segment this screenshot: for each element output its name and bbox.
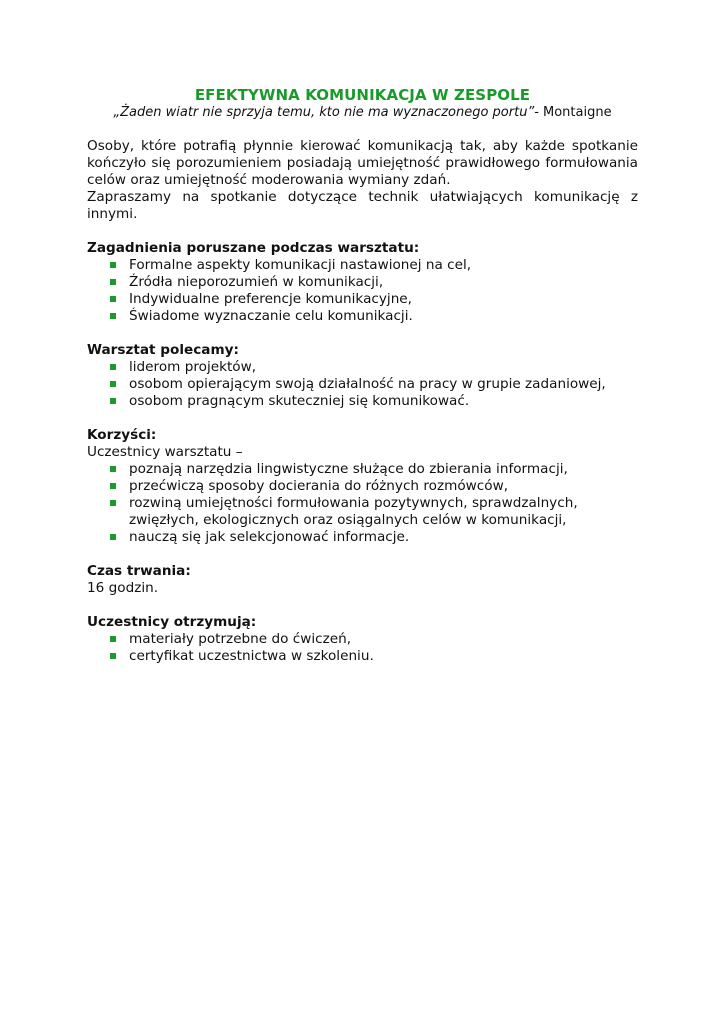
topics-list	[87, 257, 638, 325]
benefits-heading: Korzyści:	[87, 427, 157, 443]
recommended-section	[87, 342, 638, 410]
square-bullet-icon	[110, 398, 116, 404]
recommended-heading: Warsztat polecamy:	[87, 342, 239, 358]
list-item-text: osobom pragnącym skuteczniej się komunikować.	[129, 393, 470, 409]
square-bullet-icon	[110, 653, 116, 659]
list-item-text: rozwiną umiejętności formułowania pozytywnych, sprawdzalnych, zwięzłych, ekologicznych oraz osiągalnych celów w komunikacji,	[129, 495, 578, 528]
list-item	[87, 291, 638, 308]
participants-receive-section	[87, 614, 638, 665]
list-item	[87, 393, 638, 410]
benefits-list	[87, 461, 638, 546]
list-item-text: Świadome wyznaczanie celu komunikacji.	[129, 308, 413, 324]
list-item-text: przećwiczą sposoby docierania do różnych rozmówców,	[129, 478, 509, 494]
square-bullet-icon	[110, 296, 116, 302]
list-item-text: certyfikat uczestnictwa w szkoleniu.	[129, 648, 374, 664]
intro-paragraph: Osoby, które potrafią płynnie kierować komunikacją tak, aby każde spotkanie kończyło się porozumieniem posiadają umiejętność prawidłowego formułowania celów oraz umiejętność moderowania wymiany zdań.	[87, 138, 638, 188]
recommended-list	[87, 359, 638, 410]
list-item	[87, 257, 638, 274]
square-bullet-icon	[110, 364, 116, 370]
list-item	[87, 308, 638, 325]
square-bullet-icon	[110, 279, 116, 285]
intro-invitation: Zapraszamy na spotkanie dotyczące technik ułatwiających komunikację z innymi.	[87, 189, 638, 222]
document-title: EFEKTYWNA KOMUNIKACJA W ZESPOLE	[194, 86, 531, 104]
list-item-text: liderom projektów,	[129, 359, 257, 375]
list-item	[87, 495, 638, 529]
square-bullet-icon	[110, 381, 116, 387]
list-item-text: osobom opierającym swoją działalność na pracy w grupie zadaniowej,	[129, 376, 606, 392]
benefits-section	[87, 427, 638, 546]
list-item-text: Formalne aspekty komunikacji nastawionej na cel,	[129, 257, 472, 273]
list-item	[87, 274, 638, 291]
quote-text: „Żaden wiatr nie sprzyja temu, kto nie ma wyznaczonego portu”	[113, 105, 535, 120]
list-item-text: Źródła nieporozumień w komunikacji,	[129, 274, 384, 290]
intro-block	[87, 138, 638, 223]
list-item-text: materiały potrzebne do ćwiczeń,	[129, 631, 352, 647]
square-bullet-icon	[110, 313, 116, 319]
list-item	[87, 461, 638, 478]
document-page	[87, 86, 638, 665]
list-item	[87, 648, 638, 665]
benefits-intro: Uczestnicy warsztatu –	[87, 444, 243, 460]
quote-author: - Montaigne	[534, 105, 612, 120]
topics-heading: Zagadnienia poruszane podczas warsztatu:	[87, 240, 420, 256]
square-bullet-icon	[110, 262, 116, 268]
list-item	[87, 478, 638, 495]
square-bullet-icon	[110, 636, 116, 642]
list-item	[87, 631, 638, 648]
list-item-text: poznają narzędzia lingwistyczne służące do zbierania informacji,	[129, 461, 568, 477]
duration-value: 16 godzin.	[87, 580, 159, 596]
square-bullet-icon	[110, 500, 116, 506]
square-bullet-icon	[110, 534, 116, 540]
list-item	[87, 376, 638, 393]
list-item-text: nauczą się jak selekcjonować informacje.	[129, 529, 410, 545]
square-bullet-icon	[110, 483, 116, 489]
duration-heading: Czas trwania:	[87, 563, 191, 579]
topics-section	[87, 240, 638, 325]
square-bullet-icon	[110, 466, 116, 472]
list-item	[87, 359, 638, 376]
list-item	[87, 529, 638, 546]
list-item-text: Indywidualne preferencje komunikacyjne,	[129, 291, 412, 307]
participants-receive-list	[87, 631, 638, 665]
quote-line	[87, 104, 638, 121]
duration-section	[87, 563, 638, 597]
participants-receive-heading: Uczestnicy otrzymują:	[87, 614, 257, 630]
